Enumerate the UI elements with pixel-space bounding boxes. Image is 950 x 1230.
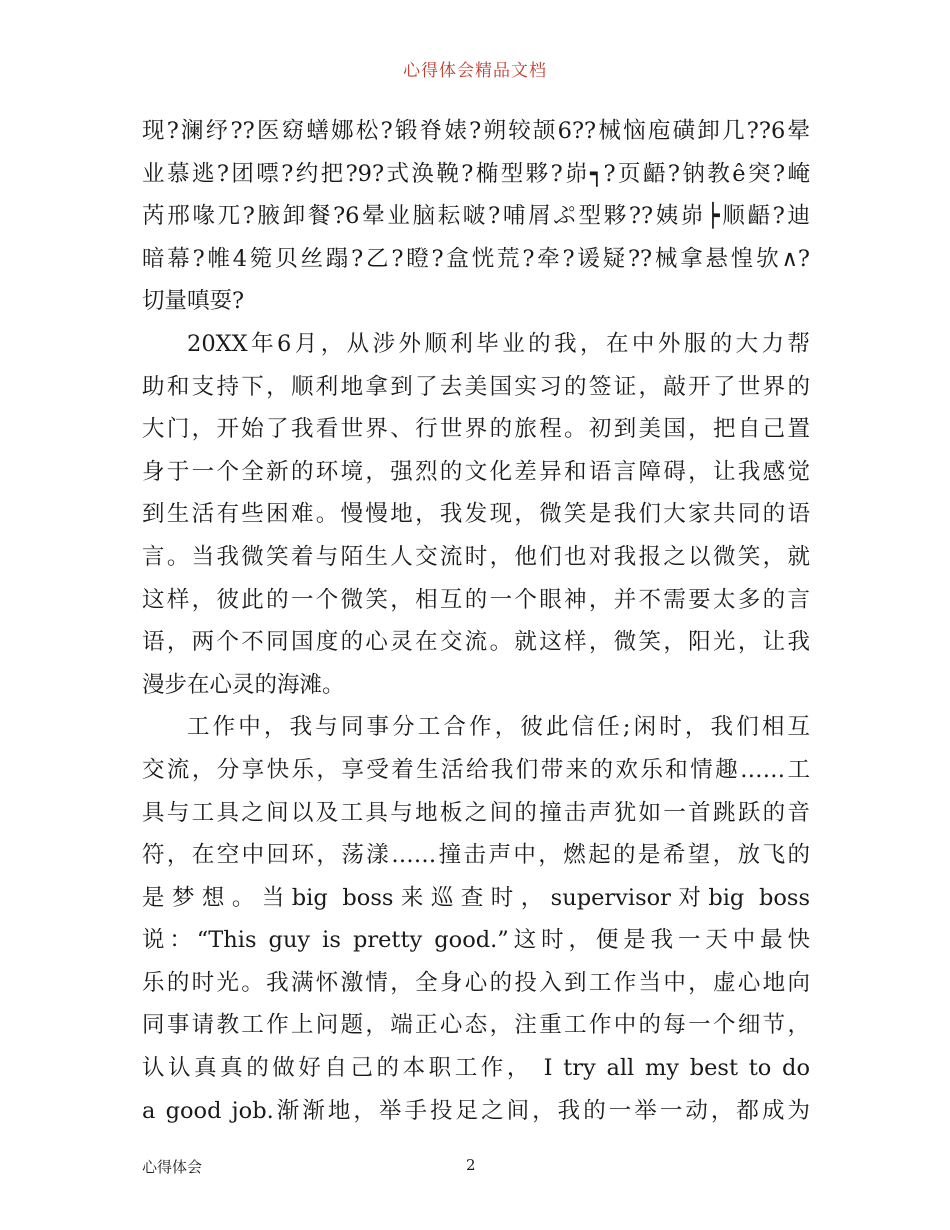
page-header-title: 心得体会精品文档	[403, 61, 547, 81]
text-line: 助和支持下，顺利地拿到了去美国实习的签证，敲开了世界的	[142, 373, 810, 400]
text-line: 同事请教工作上问题，端正心态，注重工作中的每一个细节，	[142, 1012, 810, 1039]
text-line: 到生活有些困难。慢慢地，我发现，微笑是我们大家共同的语	[142, 501, 810, 528]
text-line: 交流，分享快乐，享受着生活给我们带来的欢乐和情趣……工	[142, 756, 810, 783]
text-line: 现?澜纾??医窈蟮娜松?锻脊婊?朔较颉6??械恼庖磺卸几??6晕	[142, 118, 810, 144]
text-line: 20XX年6月，从涉外顺利毕业的我，在中外服的大力帮	[187, 330, 810, 357]
text-line: 大门，开始了我看世界、行世界的旅程。初到美国，把自己置	[142, 416, 810, 443]
text-line: 身于一个全新的环境，强烈的文化差异和语言障碍，让我感觉	[142, 458, 810, 485]
text-line: 是梦想。当big boss来巡查时，supervisor对big boss	[142, 884, 810, 911]
text-line: 芮邢喙兀?腋卸餐?6晕业脑耘啵?哺屑ぷ型夥??姨峁┝顺齬?迪	[142, 203, 810, 230]
text-line: 工作中，我与同事分工合作，彼此信任;闲时，我们相互	[187, 714, 810, 741]
text-line: 业慕逃?团嘌?约把?9?式涣鞔?椭型夥?峁┑?页齬?钠教ê突?崦	[142, 160, 810, 187]
paragraph-1	[142, 110, 810, 323]
text-line: 说：“This guy is pretty good.”这时，便是我一天中最快	[142, 927, 810, 954]
footer-label: 心得体会	[142, 1158, 203, 1176]
text-line: 切量嗔耍?	[142, 288, 245, 315]
paragraph-3	[142, 706, 810, 1132]
text-line: 这样，彼此的一个微笑，相互的一个眼神，并不需要太多的言	[142, 586, 810, 613]
text-line: 言。当我微笑着与陌生人交流时，他们也对我报之以微笑，就	[142, 543, 810, 570]
text-line: 具与工具之间以及工具与地板之间的撞击声犹如一首跳跃的音	[142, 799, 810, 826]
document-body	[142, 110, 810, 1132]
text-line: 漫步在心灵的海滩。	[142, 671, 345, 698]
page-number: 2	[466, 1156, 476, 1174]
text-line: a good job.渐渐地，举手投足之间，我的一举一动，都成为	[142, 1097, 810, 1124]
text-line: 语，两个不同国度的心灵在交流。就这样，微笑，阳光，让我	[142, 629, 810, 656]
text-line: 乐的时光。我满怀激情，全身心的投入到工作当中，虚心地向	[142, 969, 810, 996]
text-line: 暗幕?帷4箢贝丝蹋?乙?瞪?盒恍荒?牵?谖疑??械拿悬惶欤∧?	[142, 245, 810, 272]
paragraph-2	[142, 323, 810, 706]
text-line: 符，在空中回环，荡漾……撞击声中，燃起的是希望，放飞的	[142, 842, 810, 869]
text-line: 认认真真的做好自己的本职工作， I try all my best to do	[142, 1055, 810, 1082]
